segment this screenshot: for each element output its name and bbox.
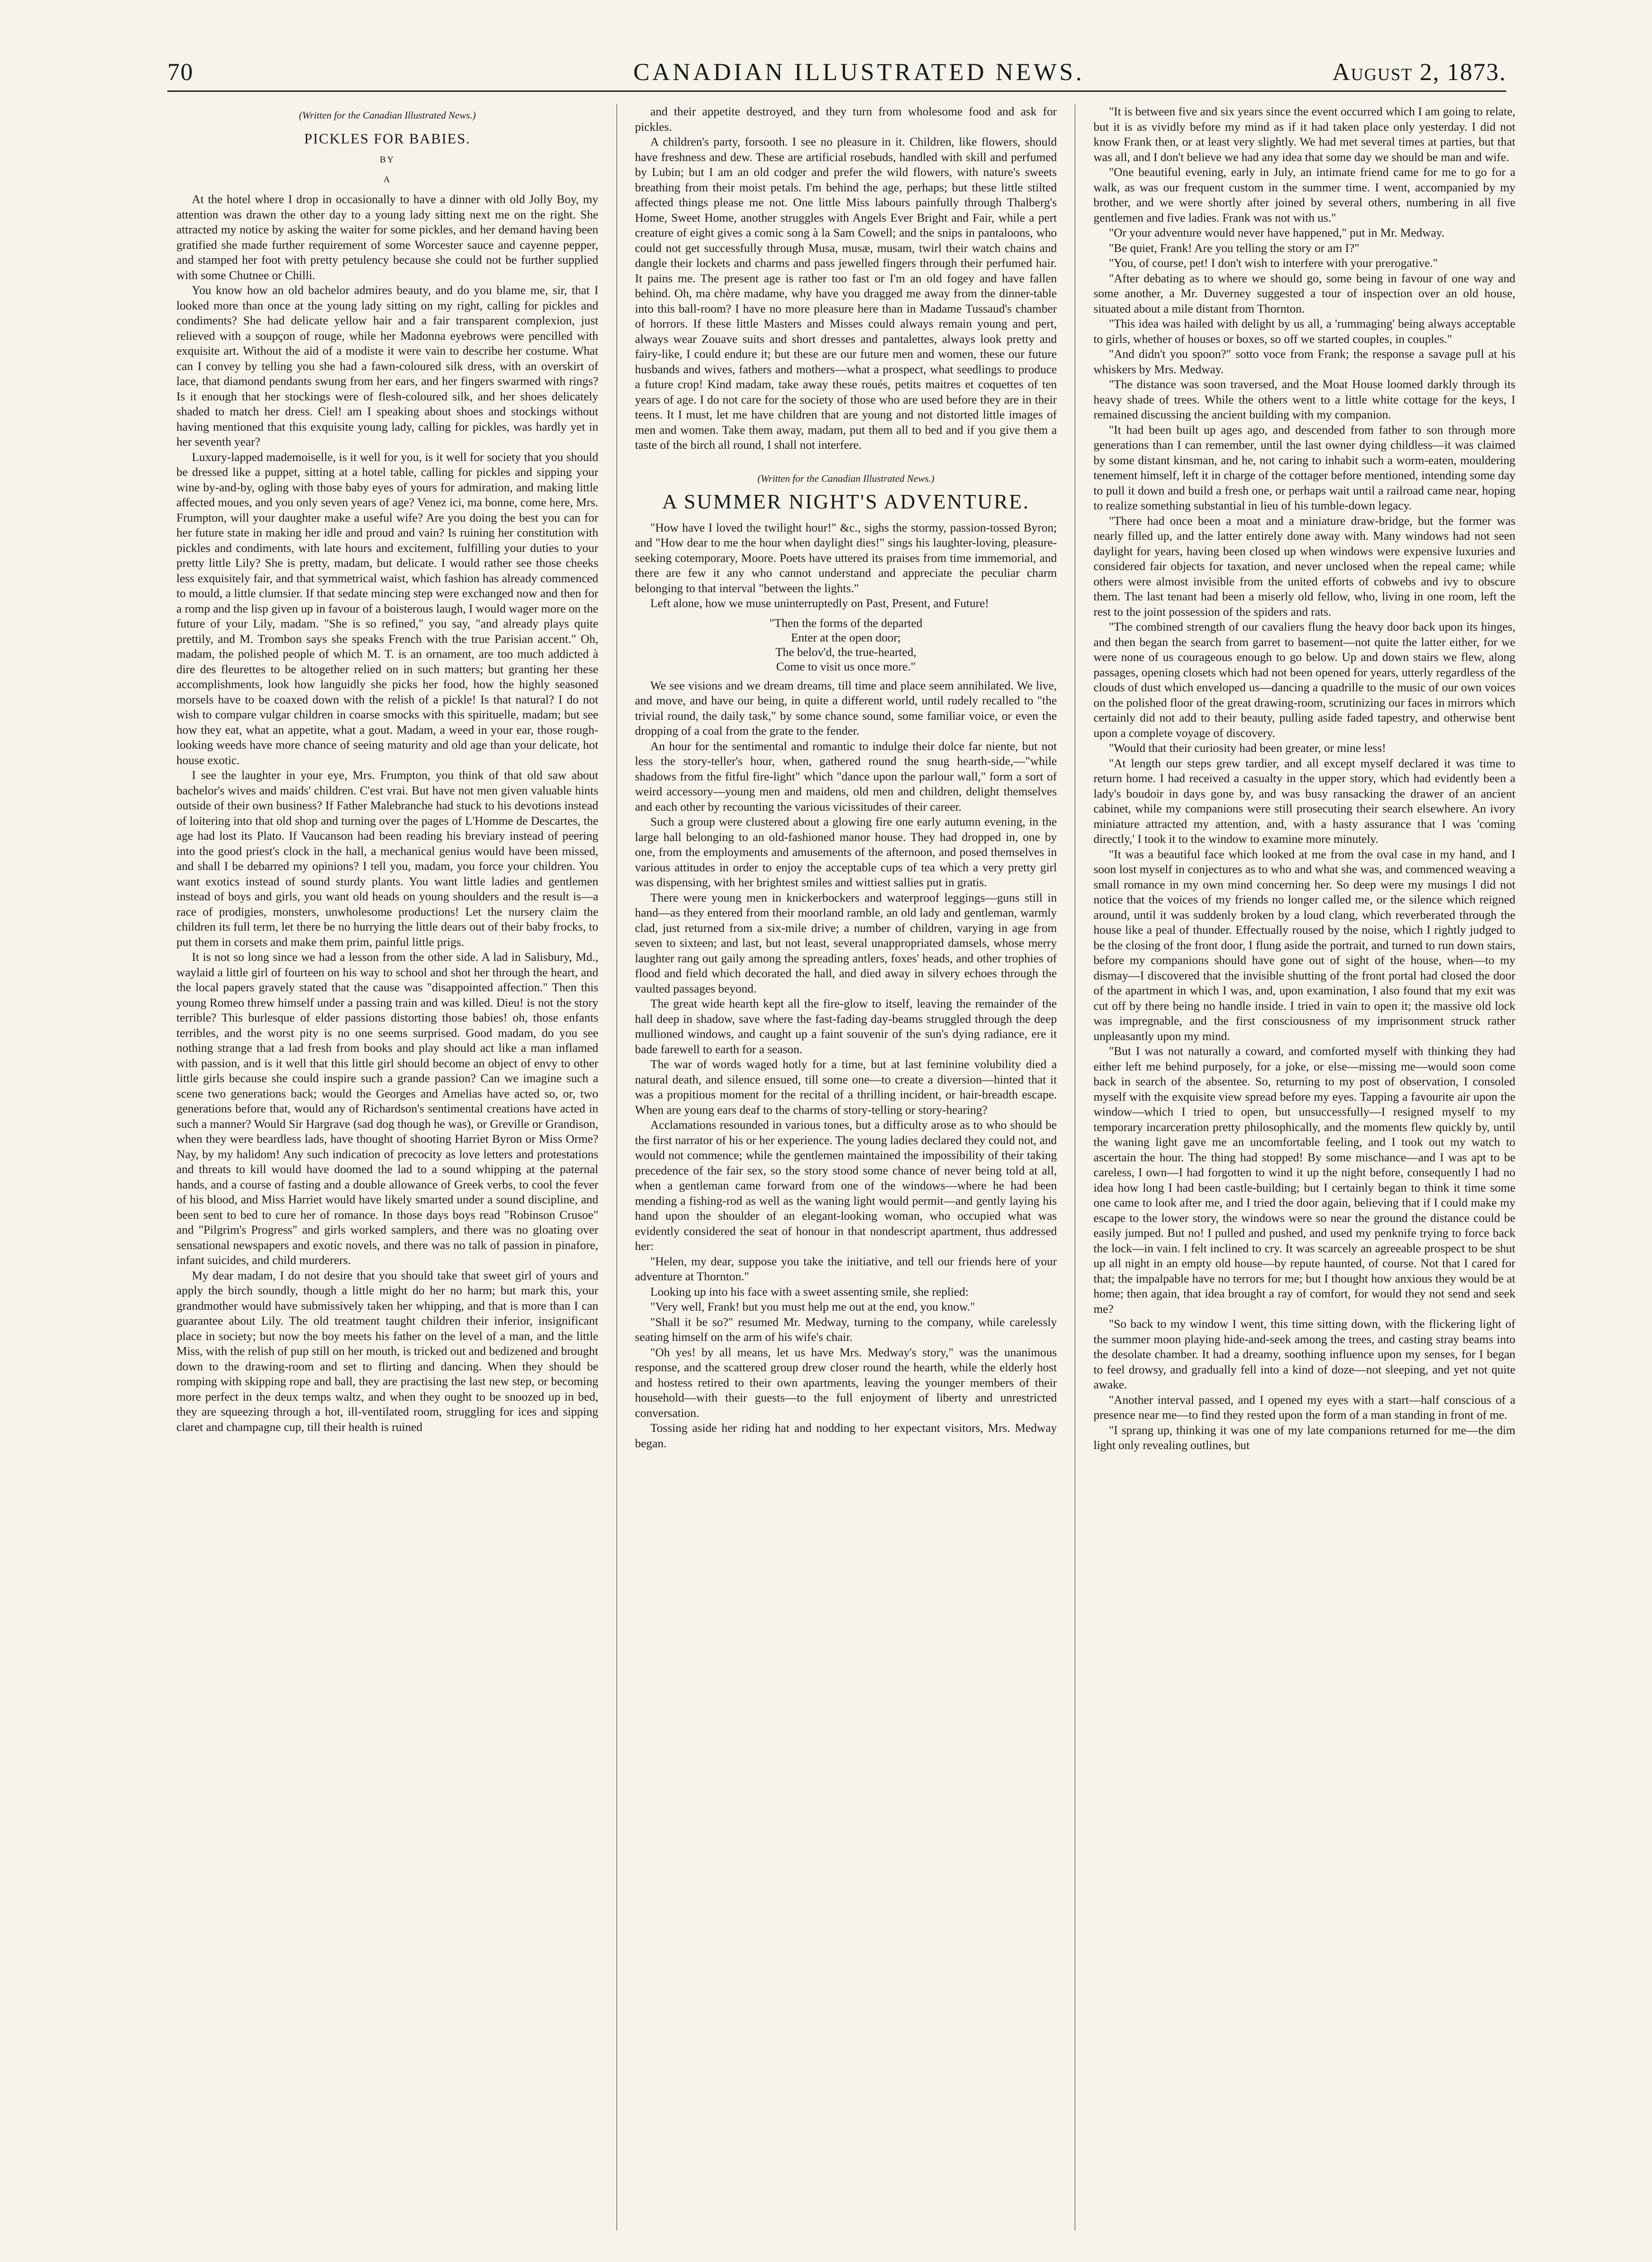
paragraph: My dear madam, I do not desire that you should take that sweet girl of yours and apply the birch soundly, though a little might do her no harm; but mark this, your grandmother would have submissively taken her whipping, and that is more than I can guarantee about Lily. The old treatment taught children their inferior, insignificant place in society; but now the boy meets his father on the level of a man, and the little Miss, with the relish of pup still on her mouth, is tricked out and bedizened and brought down to the drawing-room and set to flirting and dancing. When they should be romping with skipping rope and ball, they are practising the last new step, or becoming more perfect in the deux temps waltz, and when they ought to be snoozed up in bed, they are squeezing through a hot, ill-ventilated room, struggling for ices and sipping claret and champagne cup, till their health is ruined <box>176 1268 598 1434</box>
article-byline-by: BY <box>380 155 395 165</box>
verse-line: "Then the forms of the departed <box>769 616 923 630</box>
article-body <box>176 192 598 1435</box>
newspaper-title: CANADIAN ILLUSTRATED NEWS. <box>633 58 1085 86</box>
paragraph: "So back to my window I went, this time sitting down, with the flickering light of the summer moon playing hide-and-seek among the trees, and casting stray beams into the desolate chamber. It had a dreamy, soothing influence upon my senses, for I began to feel drowsy, and gradually fell into a kind of doze—not sleeping, and yet not quite awake. <box>1093 1317 1516 1391</box>
paragraph: Left alone, how we muse uninterruptedly on Past, Present, and Future! <box>650 596 989 610</box>
paragraph: Looking up into his face with a sweet assenting smile, she replied: <box>650 1284 969 1298</box>
paragraph: "Would that their curiosity had been greater, or mine less! <box>1109 741 1386 755</box>
paragraph: Luxury-lapped mademoiselle, is it well for you, is it well for society that you should be dressed like a puppet, sitting at a hotel table, calling for pickles and sipping your wine by-and-by, ogling with those baby eyes of yours for admiration, and making little affected moues, and you only seven years of age? Venez ici, ma bonne, come here, Mrs. Frumpton, will your daughter make a useful wife? Are you doing the best you can for her future state in making her idle and proud and vain? Is ruining her constitution with pickles and condiments, with late hours and excitement, fulfilling your duties to your pretty little Lily? She is pretty, madam, but delicate. I would rather see those cheeks less exquisitely fair, and that symmetrical waist, which fashion has already commenced to mould, a little clumsier. If that sedate mincing step were exchanged now and then for a romp and the lisp given up in favour of a boisterous laugh, I would wager more on the future of your Lily, madam. "She is so refined," you say, "and already plays quite prettily, and M. Trombon says she speaks French with the true Parisian accent." Oh, madam, the polished people of which M. T. is an ornament, are too much addicted à dire des fleurettes to be altogether relied on in such matters; but granting her these accomplishments, look how languidly she picks her food, how the highly seasoned morsels have to be coaxed down with the relish of a pickle! Is that natural? I do not wish to compare vulgar children in coarse smocks with this spirituelle, madam; but see how they eat, what an appetite, what a gout. Madam, a weed in your ear, those rough-looking weeds have more chance of seeing maturity and old age than your delicate, hot house exotic. <box>176 450 598 767</box>
paragraph: The war of words waged hotly for a time, but at last feminine volubility died a natural death, and silence ensued, till some one—to create a diversion—hinted that it was a propitious moment for the recital of a thrilling incident, or hair-breadth escape. When are young ears deaf to the charms of story-telling or story-hearing? <box>635 1057 1057 1117</box>
paragraph: "Shall it be so?" resumed Mr. Medway, turning to the company, while carelessly seating himself on the arm of his wife's chair. <box>635 1315 1057 1344</box>
article-credit: (Written for the Canadian Illustrated News.) <box>757 472 935 484</box>
masthead <box>113 32 1561 95</box>
column-3 <box>1093 104 1515 2230</box>
column-2 <box>635 104 1057 2230</box>
issue-date: August 2, 1873. <box>1332 58 1506 86</box>
paragraph: "And didn't you spoon?" sotto voce from Frank; the response a savage pull at his whiskers by Mrs. Medway. <box>1093 347 1516 376</box>
paragraph: "One beautiful evening, early in July, an intimate friend came for me to go for a walk, as was our frequent custom in the summer time. I went, accompanied by my brother, and we were shortly after joined by several others, numbering in all five gentlemen and five ladies. Frank was not with us." <box>1093 165 1516 224</box>
paragraph: "Another interval passed, and I opened my eyes with a start—half conscious of a presence near me—to find they rested upon the form of a man standing in front of me. <box>1093 1392 1516 1421</box>
article-body-continued <box>1093 104 1515 1453</box>
paragraph: Acclamations resounded in various tones, but a difficulty arose as to who should be the first narrator of his or her experience. The young ladies declared they could not, and would not commence; while the gentlemen maintained the impossibility of their taking precedence of the fair sex, so the story stood some chance of never being told at all, when a gentleman came forward from one of the windows—where he had been mending a fishing-rod as well as the waning light would permit—and gently laying his hand upon the shoulder of an elegant-looking woman, who occupied what was evidently considered the seat of honour in that nondescript apartment, thus addressed her: <box>635 1118 1057 1253</box>
paragraph: "Oh yes! by all means, let us have Mrs. Medway's story," was the unanimous response, and the scattered group drew closer round the hearth, while the elderly host and hostess retired to their own apartments, leaving the younger members of their household—with their guests—to the full enjoyment of liberty and unrestricted conversation. <box>635 1345 1057 1420</box>
article-title: A SUMMER NIGHT'S ADVENTURE. <box>662 490 1030 513</box>
paragraph: "Or your adventure would never have happened," put in Mr. Medway. <box>1109 226 1445 239</box>
article-body-continued <box>635 104 1057 453</box>
paragraph: "After debating as to where we should go, some being in favour of one way and some another, a Mr. Duverney suggested a tour of inspection over an old house, situated about a mile distant from Thornton. <box>1093 271 1516 315</box>
paragraph: "At length our steps grew tardier, and all except myself declared it was time to return home. I had received a casualty in the upper story, which had evidently been a lady's boudoir in days gone by, and was busy ransacking the drawer of an ancient cabinet, while my companions were still prosecuting their search elsewhere. An ivory miniature attracted my attention, and, with a hasty assurance that I was 'coming directly,' I took it to the window to examine more minutely. <box>1093 756 1516 846</box>
paragraph: "I sprang up, thinking it was one of my late companions returned for me—the dim light only revealing outlines, but <box>1093 1423 1516 1452</box>
paragraph: "How have I loved the twilight hour!" &c., sighs the stormy, passion-tossed Byron; and "How dear to me the hour when daylight dies!" sings his laughter-loving, pleasure-seeking cotemporary, Moore. Poets have uttered its praises from time immemorial, and there are few it any who cannot understand and appreciate the peculiar charm belonging to that interval "between the lights." <box>635 520 1057 595</box>
paragraph: and their appetite destroyed, and they turn from wholesome food and ask for pickles. <box>635 105 1057 133</box>
paragraph: There were young men in knickerbockers and waterproof leggings—guns still in hand—as they entered from their moorland ramble, an old lady and gentleman, warmly clad, just returned from a six-mile drive; a number of children, varying in age from seven to sixteen; and last, but not least, several unappropriated damsels, whose merry laughter rang out gaily among the spreading antlers, foxes' heads, and other trophies of flood and field which decorated the hall, and died away in silvery echoes through the vaulted passages beyond. <box>635 890 1057 995</box>
paragraph: "It was a beautiful face which looked at me from the oval case in my hand, and I soon lost myself in conjectures as to who and what she was, and commenced weaving a small romance in my own mind concerning her. So deep were my musings I did not notice that the voices of my friends no longer called me, or the silence which reigned around, until it was suddenly broken by a loud clang, which reverberated through the house like a peal of thunder. Effectually roused by the noise, which I rightly judged to be the closing of the front door, I flung aside the portrait, and turned to run down stairs, before my companions should have gone out of sight of the house, when—to my dismay—I discovered that the invisible shutting of the front portal had closed the door of the apartment in which I was, and, upon examination, I also found that my exit was cut off by there being no handle inside. I tried in vain to open it; the massive old lock was impregnable, and the first consciousness of my imprisonment struck rather unpleasantly upon my mind. <box>1093 847 1516 1043</box>
paragraph: "This idea was hailed with delight by us all, a 'rummaging' being always acceptable to girls, whether of houses or boxes, so off we started couples, in couples." <box>1093 317 1516 346</box>
columns <box>176 104 1515 2230</box>
paragraph: "It is between five and six years since the event occurred which I am going to relate, but it is as vividly before my mind as if it had taken place only yesterday. I did not know Frank then, or at least very slightly. We had met several times at parties, but that was all, and I don't believe we had any idea that some day we should be man and wife. <box>1093 105 1516 164</box>
paragraph: I see the laughter in your eye, Mrs. Frumpton, you think of that old saw about bachelor's wives and maids' children. C'est vrai. But have not men given valuable hints outside of their own business? If Father Malebranche had stuck to his devotions instead of loitering into that old shop and turning over the pages of L'Homme de Descartes, the age had lost its Plato. If Vaucanson had been reading his breviary instead of peering into the good priest's clock in the hall, a mechanical genius would have been missed, and shall I be debarred my opinions? I tell you, madam, you force your children. You want exotics instead of sound sturdy plants. You want little ladies and gentlemen instead of boys and girls, you want old heads on young shoulders and the result is—a race of prodigies, monsters, unwholesome productions! Let the nursery claim the children its full term, let there be no hurrying the little dears out of their baby frocks, to put them in corsets and make them prim, painful little prigs. <box>176 768 598 949</box>
paragraph: We see visions and we dream dreams, till time and place seem annihilated. We live, and move, and have our being, in quite a different world, until rudely recalled to "the trivial round, the daily task," by some chance sound, some familiar voice, or even the dropping of a coal from the grate to the fender. <box>635 678 1057 737</box>
paragraph: At the hotel where I drop in occasionally to have a dinner with old Jolly Boy, my attention was drawn the other day to a young lady sitting next me on the right. She attracted my notice by asking the waiter for some pickles, and her demand having been gratified she made further requirement of some Worcester sauce and cayenne pepper, and stamped her foot with pretty petulency because she could not be further supplied with some Chutnee or Chilli. <box>176 192 598 282</box>
verse-line: The belov'd, the true-hearted, <box>775 645 916 659</box>
paragraph: "The distance was soon traversed, and the Moat House loomed darkly through its heavy shade of trees. While the others went to a little white cottage for the keys, I remained discussing the ancient building with my companion. <box>1093 377 1516 421</box>
article-body <box>635 520 1057 1451</box>
paragraph: "But I was not naturally a coward, and comforted myself with thinking they had either left me behind purposely, for a joke, or else—missing me—would soon come back in search of the absentee. So, returning to my post of observation, I consoled myself with the exquisite view spread before my eyes. Tapping a favourite air upon the window—which I tried to open, but unsuccessfully—I resigned myself to my temporary incarceration pretty philosophically, and the moments flew quickly by, until the waning light gave me an uncomfortable feeling, and I took out my watch to ascertain the hour. The thing had stopped! By some mischance—and I was apt to be careless, I own—I had forgotten to wind it up the night before, consequently I had no idea how long I had been castle-building; but I certainly began to think it time some one came to look after me, and I tried the door again, believing that if I could make my escape to the lower story, the windows were so near the ground the distance could be easily jumped. But no! I pulled and pushed, and used my penknife trying to force back the lock—in vain. I felt inclined to cry. It was scarcely an agreeable prospect to be shut up all night in an empty old house—by repute haunted, of course. Not that I cared for that; the impalpable have no terrors for me; but I thought how anxious they would be at home; then again, that idea brought a ray of comfort, for would they not send and seek me? <box>1093 1044 1516 1316</box>
paragraph: "There had once been a moat and a miniature draw-bridge, but the former was nearly filled up, and the latter entirely done away with. Many windows had not seen daylight for years, having been closed up when windows were expensive luxuries and considered fair objects for taxation, and never unclosed when the repeal came; while others were almost invisible from the united efforts of cobwebs and ivy to obscure them. The last tenant had been a miserly old fellow, who, living in one room, left the rest to the joint possession of the spiders and rats. <box>1093 513 1516 618</box>
article-credit: (Written for the Canadian Illustrated News.) <box>299 109 476 121</box>
paragraph: An hour for the sentimental and romantic to indulge their dolce far niente, but not less the story-teller's hour, when, gathered round the snug hearth-side,—"while shadows from the fitful fire-light" which "dance upon the parlour wall," form a sort of weird accessory—young men and maidens, old men and children, delight themselves and each other by recounting the various vicissitudes of their career. <box>635 739 1057 813</box>
article-byline-author: A <box>383 174 392 185</box>
paragraph: "The combined strength of our cavaliers flung the heavy door back upon its hinges, and then began the search from garret to basement—not quite the latter either, for we were none of us courageous enough to go below. Up and down stairs we flew, along passages, opening closets which had not been opened for years, utterly regardless of the clouds of dust which enveloped us—dancing a quadrille to the music of our own voices on the polished floor of the great drawing-room, scrutinizing our faces in mirrors which certainly did not add to their beauty, pulling aside faded tapestry, and otherwise bent upon a complete voyage of discovery. <box>1093 620 1516 740</box>
page-number: 70 <box>167 58 194 86</box>
column-1 <box>176 104 598 2230</box>
paragraph: "Helen, my dear, suppose you take the initiative, and tell our friends here of your adventure at Thornton." <box>635 1254 1057 1283</box>
paragraph: The great wide hearth kept all the fire-glow to itself, leaving the remainder of the hall deep in shadow, save where the fast-fading day-beams struggled through the deep mullioned windows, and caught up a faint souvenir of the sun's dying radiance, ere it bade farewell to earth for a season. <box>635 997 1057 1056</box>
paragraph: It is not so long since we had a lesson from the other side. A lad in Salisbury, Md., waylaid a little girl of fourteen on his way to school and shot her through the heart, and the local papers gravely stated that the cause was "disappointed affection." Then this young Romeo threw himself under a passing train and was killed. Dieu! is not the story terrible? This burlesque of elder passions distorting those babies! oh, those enfants terribles, and the worst pity is no one seems surprised. Good madam, do you see nothing strange that a lad fresh from books and play should act like a man inflamed with passion, and is it well that this little girl should become an object of envy to other little girls because she could inspire such a grande passion? Can we imagine such a scene two generations back; would the Georges and Amelias have acted so, or, two generations before that, would any of Richardson's sentimental creations have acted in such a manner? Would Sir Hargrave (sad dog though he was), or Greville or Grandison, when they were beardless lads, have thought of shooting Harriet Byron or Miss Orme? Nay, by my halidom! Any such indication of precocity as love letters and protestations and threats to kill would have doomed the lad to a sound whipping at the paternal hands, and a course of fasting and a double allowance of Greek verbs, to cool the fever of his blood, and Miss Harriet would have likely smarted under a sound discipline, and been sent to bed to cure her of romance. In those days boys read "Robinson Crusoe" and "Pilgrim's Progress" and girls worked samplers, and there was no gloating over sensational newspapers and exotic novels, and there was no talk of passion in pinafore, infant suicides, and child murderers. <box>176 950 598 1267</box>
poem-verse <box>635 616 1057 674</box>
paragraph: You know how an old bachelor admires beauty, and do you blame me, sir, that I looked more than once at the young lady sitting on my right, calling for pickles and condiments? She had delicate yellow hair and a fair transparent complexion, just relieved with a soupçon of rouge, while her Madonna eyebrows were pencilled with exquisite art. Without the aid of a modiste it were vain to describe her costume. What can I convey by telling you she had a fawn-coloured silk dress, with an overskirt of lace, that diamond pendants swung from her ears, and her fingers swarmed with rings? Is it enough that her stockings were of flesh-coloured silk, and her shoes delicately shaded to match her dress. Ciel! am I speaking about shoes and stockings without having mentioned that this exquisite young lady, calling for pickles, was hardly yet in her seventh year? <box>176 283 598 448</box>
paragraph: A children's party, forsooth. I see no pleasure in it. Children, like flowers, should have freshness and dew. These are artificial rosebuds, handled with skill and perfumed by Lubin; but I am an old codger and prefer the wild flowers, with nature's sweets breathing from their moist petals. I'm behind the age, perhaps; but these little stilted affected things please me not. One little Miss labours painfully through Thalberg's Home, Sweet Home, another struggles with Angels Ever Bright and Fair, while a pert creature of eight gives a comic song à la Sam Cowell; and the snips in pantaloons, who could not get successfully through Musa, musæ, musam, twirl their watch chains and dangle their lockets and charms and pass jewelled fingers through their perfumed hair. It pains me. The present age is rather too fast or I'm an old fogey and have fallen behind. Oh, ma chère madame, why have you dragged me away from the dinner-table into this ball-room? I have no more pleasure here than in Madame Tussaud's chamber of horrors. If these little Masters and Misses could always remain young and pert, always wear Zouave suits and short dresses and pantalettes, always look pretty and fairy-like, I could endure it; but these are our future men and women, these our future husbands and wives, fathers and mothers—what a prospect, what seedlings to produce a future crop! Kind madam, take away these roués, petits maitres et coquettes of ten years of age. I do not care for the society of those who are used before they are in their teens. It I must, let me have children that are young and not distorted little images of men and women. Take them away, madam, put them all to bed and if you give them a taste of the birch all round, I shall not interfere. <box>635 135 1057 451</box>
paragraph: "You, of course, pet! I don't wish to interfere with your prerogative." <box>1109 256 1438 270</box>
paragraph: "Very well, Frank! but you must help me out at the end, you know." <box>650 1300 975 1313</box>
verse-line: Come to visit us once more." <box>776 659 916 673</box>
paragraph: "Be quiet, Frank! Are you telling the story or am I?" <box>1109 241 1360 255</box>
paragraph: "It had been built up ages ago, and descended from father to son through more generations than I can remember, until the last owner dying childless—it was claimed by some distant kinsman, and he, not caring to inhabit such a worm-eaten, mouldering tenement himself, left it in charge of the cottager before mentioned, intending some day to pull it down and build a fresh one, or perhaps wait until a railroad came near, hoping to realize something substantial in lieu of his tumble-down legacy. <box>1093 423 1516 512</box>
masthead-rule <box>167 90 1506 92</box>
paragraph: Such a group were clustered about a glowing fire one early autumn evening, in the large hall belonging to an old-fashioned manor house. They had dropped in, one by one, from the employments and amusements of the afternoon, and posed themselves in various attitudes in order to enjoy the acceptable cups of tea which a very pretty girl was dispensing, with her brightest smiles and wittiest sallies put in gratis. <box>635 815 1057 889</box>
verse-line: Enter at the open door; <box>791 630 901 644</box>
paragraph: Tossing aside her riding hat and nodding to her expectant visitors, Mrs. Medway began. <box>635 1421 1057 1450</box>
article-title: PICKLES FOR BABIES. <box>304 130 471 147</box>
